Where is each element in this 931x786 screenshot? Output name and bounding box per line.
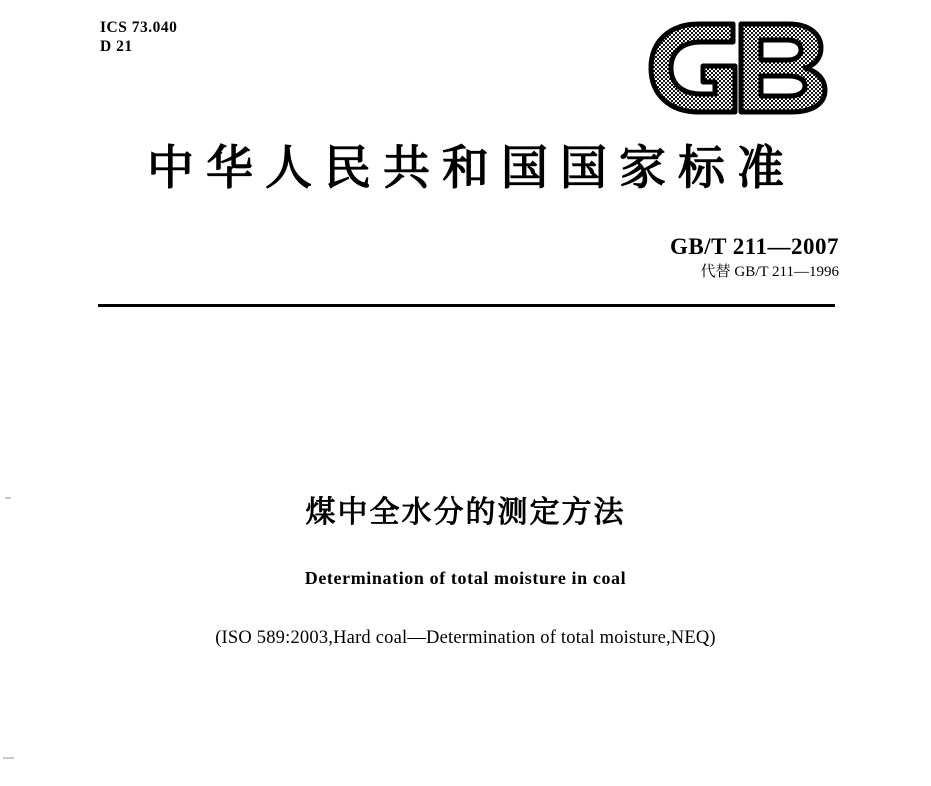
standard-number: GB/T 211—2007 bbox=[669, 234, 839, 259]
classification-codes bbox=[100, 18, 177, 56]
ics-code: ICS 73.040 bbox=[100, 19, 178, 36]
document-title-chinese: 煤中全水分的测定方法 bbox=[305, 495, 626, 530]
replaces-note: 代替 GB/T 211—1996 bbox=[700, 264, 839, 280]
scan-artifact-mark bbox=[5, 497, 11, 499]
header-divider bbox=[98, 304, 835, 307]
national-standard-title: 中华人民共和国国家标准 bbox=[147, 141, 796, 196]
document-title-english: Determination of total moisture in coal bbox=[304, 568, 627, 588]
classification-code: D 21 bbox=[100, 38, 133, 55]
equivalence-note: (ISO 589:2003,Hard coal—Determination of total moisture,NEQ) bbox=[215, 628, 716, 648]
standard-number-block bbox=[670, 233, 839, 282]
gb-emblem-logo bbox=[643, 20, 839, 116]
scan-artifact-mark bbox=[3, 757, 14, 759]
